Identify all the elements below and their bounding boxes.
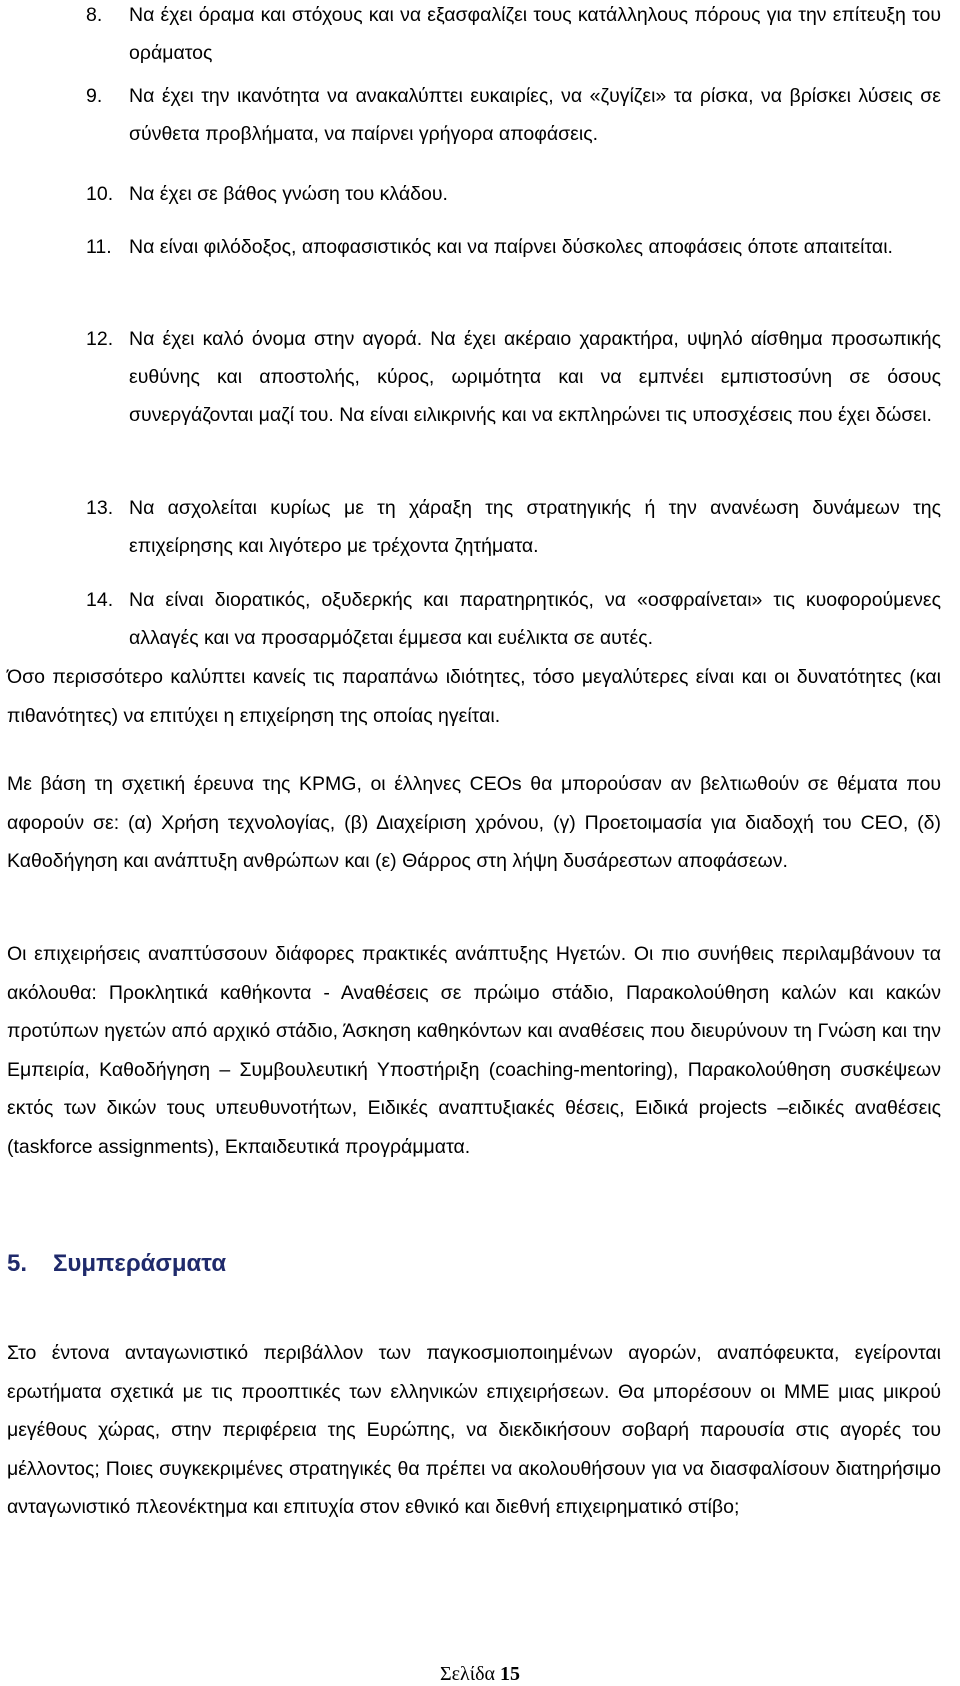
list-text: Να έχει σε βάθος γνώση του κλάδου. (129, 183, 448, 205)
list-number: 11. (86, 236, 112, 258)
page-label: Σελίδα (439, 1663, 496, 1685)
list-number: 12. (86, 328, 114, 350)
section-title: Συμπεράσματα (53, 1250, 227, 1277)
list-number: 14. (86, 589, 114, 611)
list-text: Να έχει την ικανότητα να ανακαλύπτει ευκαιρίες, να «ζυγίζει» τα ρίσκα, να βρίσκει λύσεις σε σύνθετα προβλήματα, να παίρνει γρήγορα αποφάσεις. (129, 85, 941, 145)
page-footer (0, 1662, 960, 1686)
section-number: 5. (7, 1250, 28, 1277)
list-text: Να είναι φιλόδοξος, αποφασιστικός και να παίρνει δύσκολες αποφάσεις όποτε απαιτείται. (129, 236, 893, 258)
list-number: 9. (86, 85, 103, 107)
paragraph: Οι επιχειρήσεις αναπτύσσουν διάφορες πρακτικές ανάπτυξης Ηγετών. Οι πιο συνήθεις περιλαμβάνουν τα ακόλουθα: Προκλητικά καθήκοντα - Αναθέσεις σε πρώιμο στάδιο, Παρακολούθηση καλών και κακών προτύπων ηγετών από αρχικό στάδιο, Άσκηση καθηκόντων και αναθέσεις που διευρύνουν τη Γνώση και την Εμπειρία, Καθοδήγηση – Συμβουλευτική Υποστήριξη (coaching-mentoring), Παρακολούθηση συσκέψεων εκτός των δικών τους υπευθυνοτήτων, Ειδικές αναπτυξιακές θέσεις, Ειδικά projects –ειδικές αναθέσεις (taskforce assignments), Εκπαιδευτικά προγράμματα. (7, 943, 941, 1158)
list-number: 13. (86, 497, 114, 519)
paragraph: Στο έντονα ανταγωνιστικό περιβάλλον των παγκοσμιοποιημένων αγορών, αναπόφευκτα, εγείρονται ερωτήματα σχετικά με τις προοπτικές των ελληνικών επιχειρήσεων. Θα μπορέσουν οι ΜΜΕ μιας μικρού μεγέθους χώρας, στην περιφέρεια της Ευρώπης, να διεκδικήσουν σοβαρή παρουσία στις αγορές του μέλλοντος; Ποιες συγκεκριμένες στρατηγικές θα πρέπει να ακολουθήσουν για να διασφαλίσουν διατηρήσιμο ανταγωνιστικό πλεονέκτημα και επιτυχία στον εθνικό και διεθνή επιχειρηματικό στίβο; (7, 1342, 941, 1518)
list-text: Να έχει όραμα και στόχους και να εξασφαλίζει τους κατάλληλους πόρους για την επίτευξη του οράματος (129, 4, 941, 64)
list-text: Να έχει καλό όνομα στην αγορά. Να έχει ακέραιο χαρακτήρα, υψηλό αίσθημα προσωπικής ευθύνης και αποστολής, κύρος, ωριμότητα και να εμπνέει εμπιστοσύνη σε όσους συνεργάζονται μαζί του. Να είναι ειλικρινής και να εκπληρώνει τις υποσχέσεις που έχει δώσει. (129, 328, 941, 426)
list-number: 10. (86, 183, 114, 205)
list-number: 8. (86, 4, 103, 26)
list-text: Να είναι διορατικός, οξυδερκής και παρατηρητικός, να «οσφραίνεται» τις κυοφορούμενες αλλαγές και να προσαρμόζεται έμμεσα και ευέλικτα σε αυτές. (129, 589, 941, 649)
paragraph: Όσο περισσότερο καλύπτει κανείς τις παραπάνω ιδιότητες, τόσο μεγαλύτερες είναι και οι δυνατότητες (και πιθανότητες) να επιτύχει η επιχείρηση της οποίας ηγείται. (7, 666, 941, 727)
paragraph: Με βάση τη σχετική έρευνα της KPMG, οι έλληνες CEOs θα μπορούσαν αν βελτιωθούν σε θέματα που αφορούν σε: (α) Χρήση τεχνολογίας, (β) Διαχείριση χρόνου, (γ) Προετοιμασία για διαδοχή του CEO, (δ) Καθοδήγηση και ανάπτυξη ανθρώπων και (ε) Θάρρος στη λήψη δυσάρεστων αποφάσεων. (7, 773, 941, 872)
list-text: Να ασχολείται κυρίως με τη χάραξη της στρατηγικής ή την ανανέωση δυνάμεων της επιχείρησης και λιγότερο με τρέχοντα ζητήματα. (129, 497, 941, 557)
section-heading (7, 1248, 226, 1280)
page-number: 15 (500, 1663, 521, 1685)
